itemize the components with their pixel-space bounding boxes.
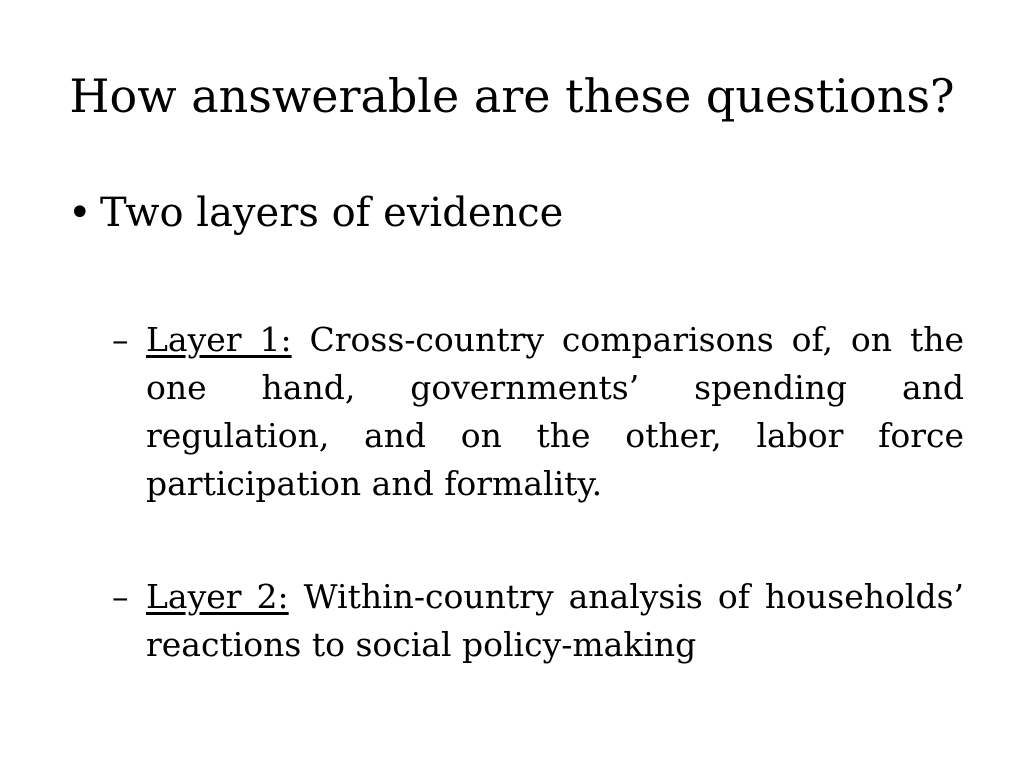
subbullet-marker: – bbox=[112, 320, 129, 359]
bullet-item bbox=[68, 188, 563, 238]
subbullet-body bbox=[146, 316, 964, 508]
layer-1-text: Cross-country comparisons of, on the one hand, governments’ spending and regulation, and on the other, labor force participation and formality. bbox=[146, 320, 965, 503]
subbullet-layer-1 bbox=[112, 316, 964, 508]
layer-2-label: Layer 2: bbox=[146, 577, 289, 616]
bullet-text: Two layers of evidence bbox=[100, 190, 564, 236]
slide-title: How answerable are these questions? bbox=[69, 69, 955, 123]
bullet-marker: • bbox=[68, 190, 92, 236]
layer-1-label: Layer 1: bbox=[146, 320, 292, 359]
subbullet-layer-2 bbox=[112, 573, 964, 669]
subbullet-body bbox=[146, 573, 964, 669]
layer-2-text: Within-country analysis of households’ reactions to social policy-making bbox=[146, 577, 965, 664]
subbullet-marker: – bbox=[112, 577, 129, 616]
